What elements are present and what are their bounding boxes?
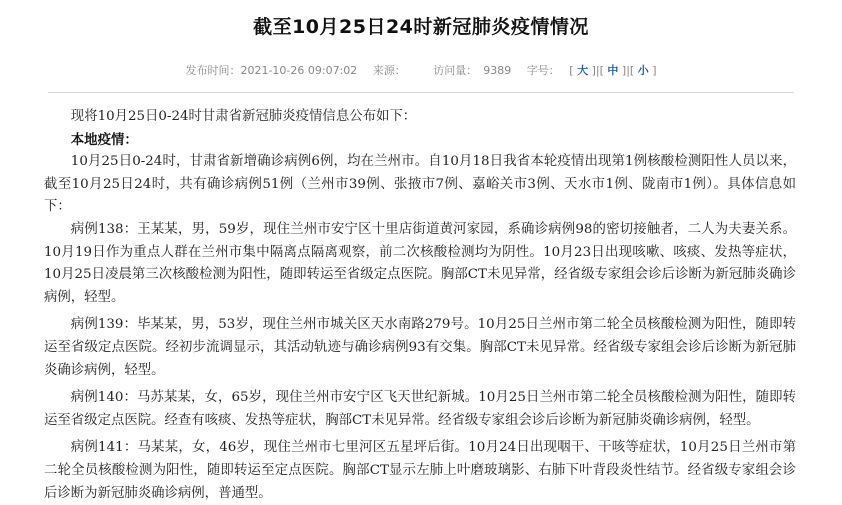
bracket-close: ]	[591, 64, 596, 77]
case-paragraph: 病例138：王某某，男，59岁，现住兰州市安宁区十里店街道黄河家园，系确诊病例98的密切接触者，二人为夫妻关系。10月19日作为重点人群在兰州市集中隔离点隔离观察，前二次核酸检测均为阴性。10月23日出现咳嗽、咳痰、发热等症状，10月25日凌晨第三次核酸检测为阳性，随即转运至省级定点医院。胸部CT未见异常，经省级专家组会诊后诊断为新冠肺炎确诊病例，轻型。	[44, 221, 796, 305]
article-meta	[0, 62, 842, 80]
bracket-close: ]	[621, 64, 627, 77]
case-paragraph: 病例140：马苏某某，女，65岁，现住兰州市安宁区飞天世纪新城。10月25日兰州市第二轮全员核酸检测为阳性，随即转运至省级定点医院。经查有咳痰、发热等症状，胸部CT未见异常。经省级专家组会诊后诊断为新冠肺炎确诊病例，轻型。	[44, 390, 796, 428]
font-size-large-button[interactable]: 大	[577, 64, 589, 77]
article-body	[44, 106, 796, 505]
intro-paragraph: 现将10月25日0-24时甘肃省新冠肺炎疫情信息公布如下：	[70, 109, 417, 124]
views-count: 9389	[483, 64, 512, 77]
section-heading-local: 本地疫情：	[70, 131, 138, 148]
case-paragraph: 病例141：马某某，女，46岁，现住兰州市七里河区五星坪后街。10月24日出现咽干、干咳等症状，10月25日兰州市第二轮全员核酸检测为阳性，随即转运至定点医院。胸部CT显示左肺上叶磨玻璃影、右肺下叶背段炎性结节。经省级专家组会诊后诊断为新冠肺炎确诊病例，普通型。	[44, 440, 796, 501]
source-label: 来源：	[372, 64, 406, 77]
summary-paragraph: 10月25日0-24时，甘肃省新增确诊病例6例，均在兰州市。自10月18日我省本轮疫情出现第1例核酸检测阳性人员以来，截至10月25日24时，共有确诊病例51例（兰州市39例、张掖市7例、嘉峪关市3例、天水市1例、陇南市1例）。具体信息如下：	[44, 154, 796, 215]
separator: |	[626, 64, 630, 77]
font-size-label: 字号：	[526, 64, 560, 77]
separator: |	[595, 64, 600, 77]
bracket-close: ]	[652, 64, 657, 77]
views-label: 访问量：	[433, 64, 478, 77]
font-size-medium-button[interactable]: 中	[607, 64, 619, 77]
case-paragraph: 病例139：毕某某，男，53岁，现住兰州市城关区天水南路279号。10月25日兰州市第二轮全员核酸检测为阳性，随即转运至省级定点医院。经初步流调显示，其活动轨迹与确诊病例93有交集。胸部CT未见异常。经省级专家组会诊后诊断为新冠肺炎确诊病例，轻型。	[44, 317, 796, 378]
font-size-small-button[interactable]: 小	[637, 64, 649, 77]
publish-time: 2021-10-26 09:07:02	[240, 64, 358, 77]
publish-time-label: 发布时间：	[185, 64, 241, 77]
header-divider	[48, 92, 794, 93]
article-title: 截至10月25日24时新冠肺炎疫情情况	[253, 16, 589, 38]
bracket-open: [	[629, 64, 635, 77]
bracket-open: [	[569, 64, 574, 77]
bracket-open: [	[599, 64, 604, 77]
